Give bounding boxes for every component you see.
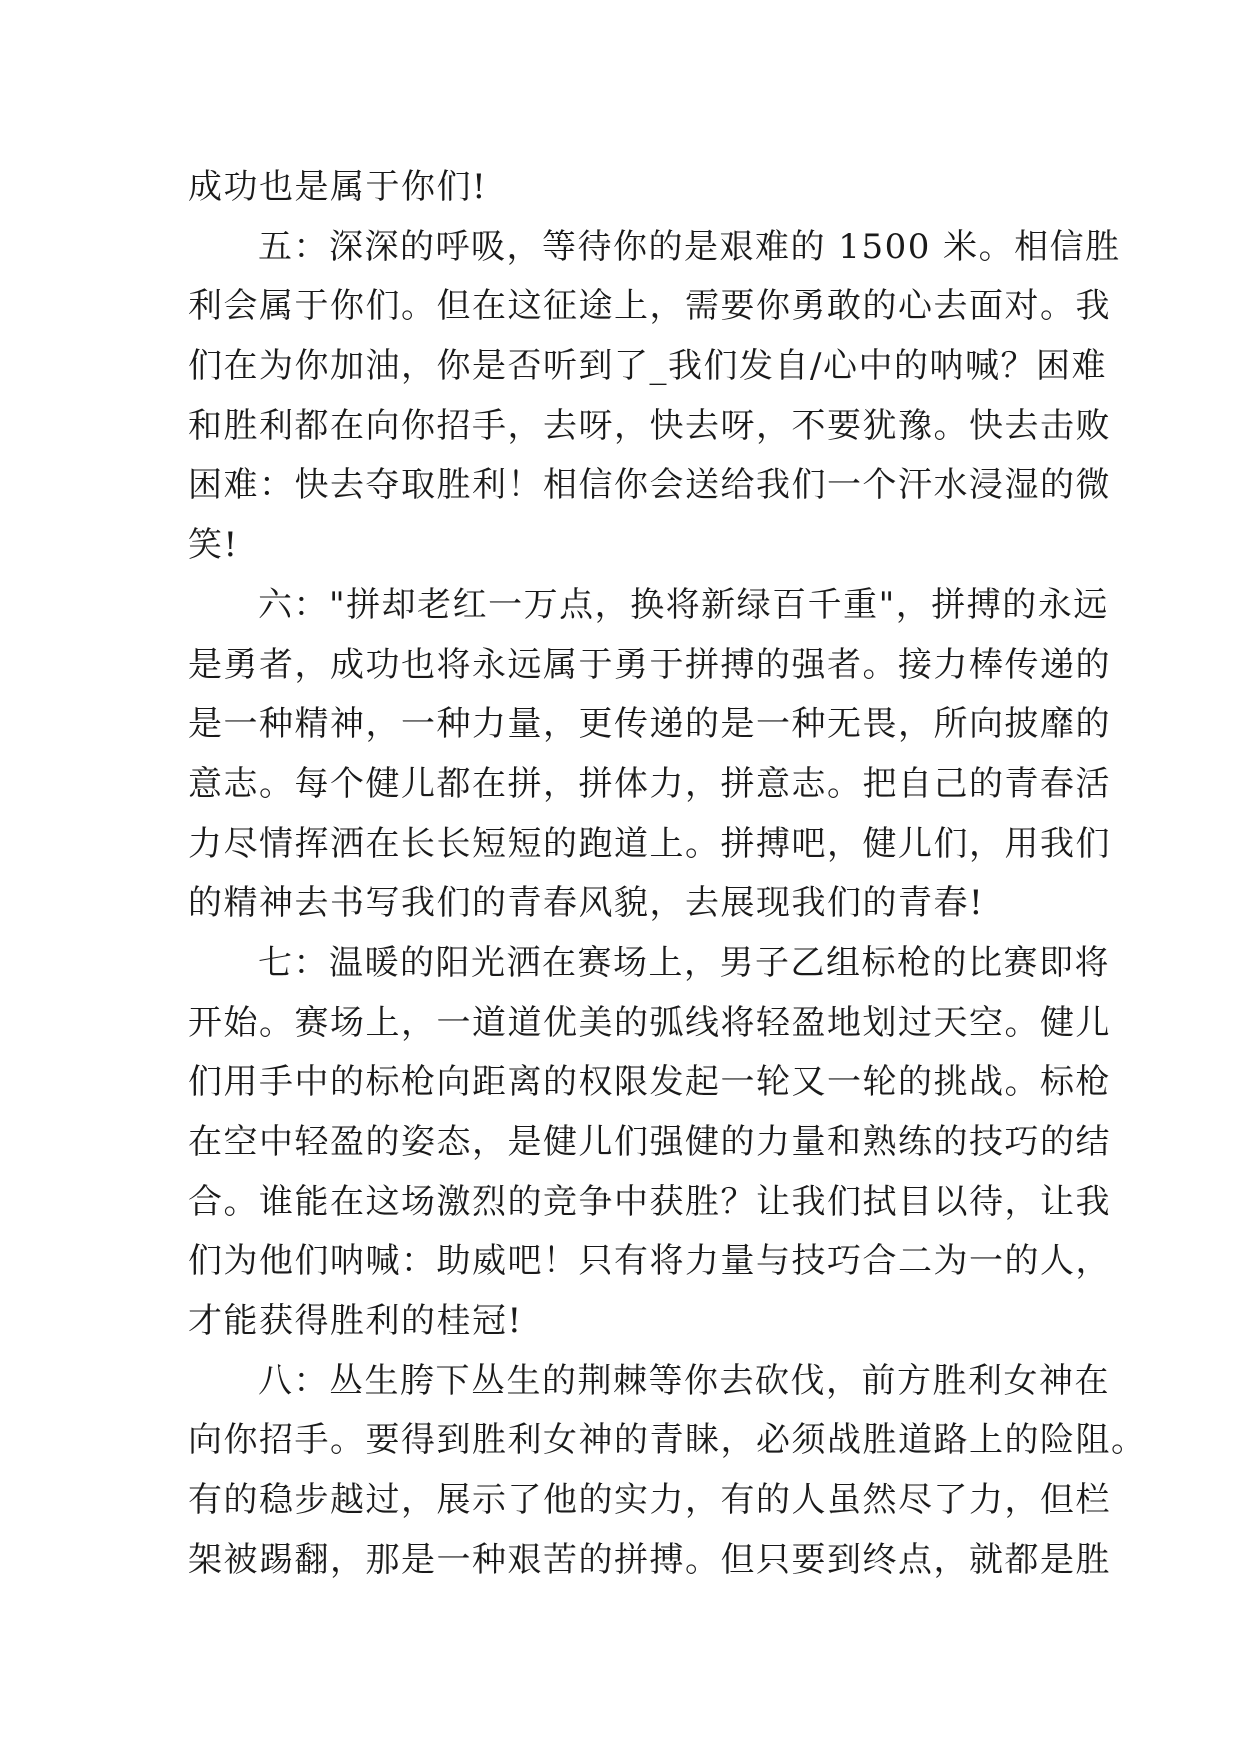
text-line: 是勇者，成功也将永远属于勇于拼搏的强者。接力棒传递的 xyxy=(188,644,1111,685)
text-line: 开始。赛场上，一道道优美的弧线将轻盈地划过天空。健儿 xyxy=(188,1002,1111,1043)
text-line: 笑! xyxy=(188,525,239,566)
text-line: 力尽情挥洒在长长短短的跑道上。拼搏吧，健儿们，用我们 xyxy=(188,823,1111,864)
paragraph-seven-start: 七：温暖的阳光洒在赛场上，男子乙组标枪的比赛即将 xyxy=(258,942,1110,983)
text-line: 架被踢翻，那是一种艰苦的拼搏。但只要到终点，就都是胜 xyxy=(188,1539,1111,1580)
text-line: 们为他们呐喊：助威吧！只有将力量与技巧合二为一的人， xyxy=(188,1241,1111,1282)
text-line: 和胜利都在向你招手，去呀，快去呀，不要犹豫。快去击败 xyxy=(188,405,1111,446)
text-line: 的精神去书写我们的青春风貌，去展现我们的青春! xyxy=(188,883,985,924)
text-line: 才能获得胜利的桂冠! xyxy=(188,1301,523,1342)
text-line: 是一种精神，一种力量，更传递的是一种无畏，所向披靡的 xyxy=(188,704,1111,745)
text-line: 困难：快去夺取胜利！相信你会送给我们一个汗水浸湿的微 xyxy=(188,465,1111,506)
text-line: 成功也是属于你们! xyxy=(188,167,488,207)
body-text xyxy=(188,158,1147,1591)
text-line: 有的稳步越过，展示了他的实力，有的人虽然尽了力，但栏 xyxy=(188,1480,1111,1521)
text-line: 在空中轻盈的姿态，是健儿们强健的力量和熟练的技巧的结 xyxy=(188,1122,1111,1162)
paragraph-five-start: 五：深深的呼吸，等待你的是艰难的 1500 米。相信胜 xyxy=(258,226,1121,267)
paragraph-eight-start: 八：丛生胯下丛生的荆棘等你去砍伐，前方胜利女神在 xyxy=(258,1360,1110,1401)
text-line: 向你招手。要得到胜利女神的青睐，必须战胜道路上的险阻。 xyxy=(188,1420,1147,1461)
text-line: 利会属于你们。但在这征途上，需要你勇敢的心去面对。我 xyxy=(188,286,1111,327)
text-line: 合。谁能在这场激烈的竞争中获胜？让我们拭目以待，让我 xyxy=(188,1181,1111,1222)
text-line: 意志。每个健儿都在拼，拼体力，拼意志。把自己的青春活 xyxy=(188,763,1111,804)
paragraph-six-start: 六："拼却老红一万点，换将新绿百千重"，拼搏的永远 xyxy=(258,584,1109,625)
text-line: 们用手中的标枪向距离的权限发起一轮又一轮的挑战。标枪 xyxy=(188,1062,1111,1103)
text-line: 们在为你加油，你是否听到了_我们发自/心中的呐喊？困难 xyxy=(188,346,1107,387)
